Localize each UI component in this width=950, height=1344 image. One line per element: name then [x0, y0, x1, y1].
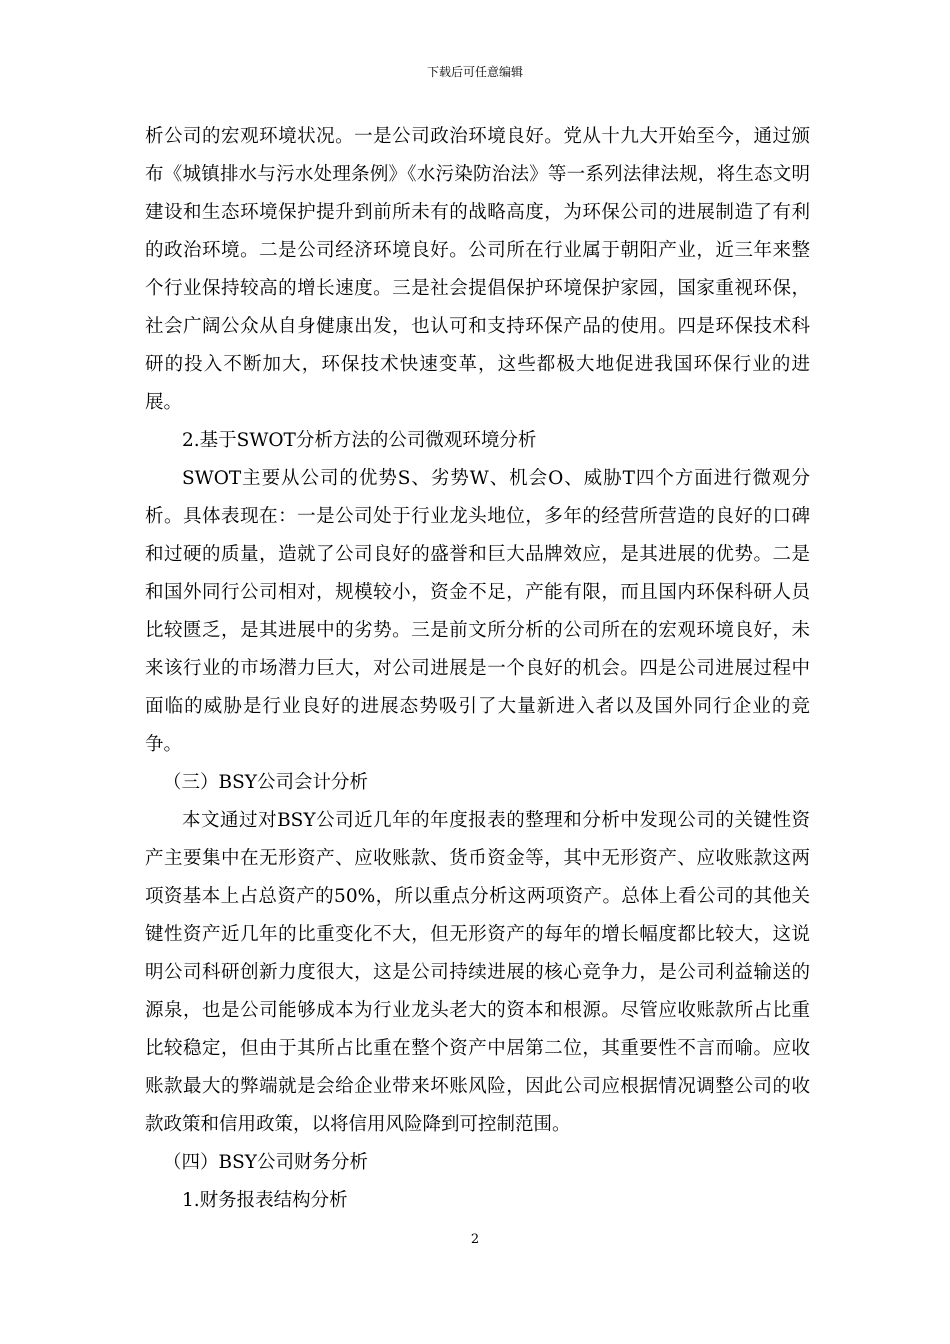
paragraph-accounting: 本文通过对BSY公司近几年的年度报表的整理和分析中发现公司的关键性资产主要集中在无形资产、应收账款、货币资金等，其中无形资产、应收账款这两项资基本上占总资产的50%，所以重点分析这两项资产。总体上看公司的其他关键性资产近几年的比重变化不大，但无形资产的每年的增长幅度都比较大，这说明公司科研创新力度很大，这是公司持续进展的核心竞争力，是公司利益输送的源泉，也是公司能够成本为行业龙头老大的资本和根源。尽管应收账款所占比重比较稳定，但由于其所占比重在整个资产中居第二位，其重要性不言而喻。应收账款最大的弊端就是会给企业带来坏账风险，因此公司应根据情况调整公司的收款政策和信用政策，以将信用风险降到可控制范围。 [145, 810, 810, 1135]
heading-accounting-analysis: （三）BSY公司会计分析 [163, 772, 368, 793]
page-header: 下载后可任意编辑 [426, 65, 523, 79]
paragraph-swot: SWOT主要从公司的优势S、劣势W、机会O、威胁T四个方面进行微观分析。具体表现在：一是公司处于行业龙头地位，多年的经营所营造的良好的口碑和过硬的质量，造就了公司良好的盛誉和巨大品牌效应，是其进展的优势。二是和国外同行公司相对，规模较小，资金不足，产能有限，而且国内环保科研人员比较匮乏，是其进展中的劣势。三是前文所分析的公司所在的宏观环境良好，未来该行业的市场潜力巨大，对公司进展是一个良好的机会。四是公司进展过程中面临的威胁是行业良好的进展态势吸引了大量新进入者以及国外同行企业的竞争。 [145, 468, 810, 755]
document-body [145, 118, 810, 1220]
paragraph-macro-environment: 析公司的宏观环境状况。一是公司政治环境良好。党从十九大开始至今，通过颁布《城镇排水与污水处理条例》《水污染防治法》等一系列法律法规，将生态文明建设和生态环境保护提升到前所未有的战略高度，为环保公司的进展制造了有利的政治环境。二是公司经济环境良好。公司所在行业属于朝阳产业，近三年来整个行业保持较高的增长速度。三是社会提倡保护环境保护家园，国家重视环保，社会广阔公众从自身健康出发，也认可和支持环保产品的使用。四是环保技术科研的投入不断加大，环保技术快速变革，这些都极大地促进我国环保行业的进展。 [145, 126, 810, 413]
heading-swot-analysis: 2.基于SWOT分析方法的公司微观环境分析 [182, 430, 537, 451]
heading-statement-structure: 1.财务报表结构分析 [182, 1190, 348, 1211]
heading-financial-analysis: （四）BSY公司财务分析 [163, 1152, 368, 1173]
page-number: 2 [470, 1232, 480, 1247]
